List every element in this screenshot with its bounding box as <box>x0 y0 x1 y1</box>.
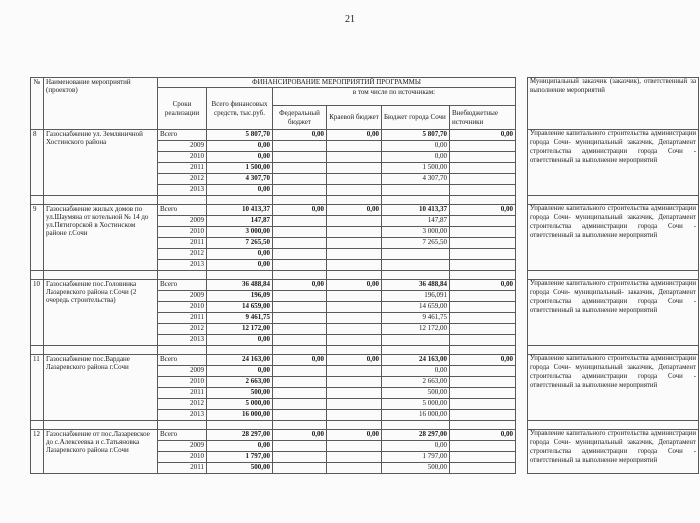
header-funding: ФИНАНСИРОВАНИЕ МЕРОПРИЯТИЙ ПРОГРАММЫ <box>158 78 516 88</box>
project-name: Газоснабжение ул. Земляничной Хостинского района <box>44 130 158 196</box>
header-city: Бюджет города Сочи <box>382 106 450 130</box>
extra-cell: 0,00 <box>450 280 516 291</box>
extra-cell <box>450 452 516 463</box>
federal-cell <box>273 185 327 196</box>
extra-cell <box>450 216 516 227</box>
separator-cell <box>273 196 327 205</box>
separator-cell <box>273 421 327 430</box>
project-number: 8 <box>31 130 44 196</box>
period-cell: 2013 <box>158 260 207 271</box>
total-cell: 36 488,84 <box>207 280 273 291</box>
city-cell: 2 663,00 <box>382 377 450 388</box>
separator-cell <box>528 346 699 355</box>
separator-cell <box>44 196 158 205</box>
separator-cell <box>382 271 450 280</box>
total-cell: 24 163,00 <box>207 355 273 366</box>
header-regional: Краевой бюджет <box>327 106 382 130</box>
city-cell <box>382 335 450 346</box>
total-cell: 5 000,00 <box>207 399 273 410</box>
project-name: Газоснабжение от пос.Лазаревское до с.Алексеевка и с.Татьяновка Лазаревского района г.Сочи <box>44 430 158 474</box>
regional-cell <box>327 260 382 271</box>
total-cell: 0,00 <box>207 152 273 163</box>
city-cell: 0,00 <box>382 141 450 152</box>
separator-cell <box>382 421 450 430</box>
separator-cell <box>44 346 158 355</box>
separator-cell <box>158 271 207 280</box>
separator-cell <box>31 346 44 355</box>
header-no: № <box>31 78 44 130</box>
total-cell: 16 000,00 <box>207 410 273 421</box>
city-cell: 3 000,00 <box>382 227 450 238</box>
extra-cell <box>450 163 516 174</box>
separator-cell <box>327 271 382 280</box>
city-cell: 14 659,00 <box>382 302 450 313</box>
period-cell: 2010 <box>158 377 207 388</box>
header-name: Наименование мероприятий (проектов) <box>44 78 158 130</box>
regional-cell <box>327 410 382 421</box>
regional-cell <box>327 302 382 313</box>
period-cell: 2011 <box>158 163 207 174</box>
header-customer: Муниципальный заказчик (заказчик), ответственный за выполнение мероприятий <box>528 78 699 130</box>
table-row <box>31 280 699 291</box>
separator-cell <box>207 346 273 355</box>
city-cell: 5 000,00 <box>382 399 450 410</box>
federal-cell <box>273 141 327 152</box>
separator-cell <box>327 196 382 205</box>
city-cell: 500,00 <box>382 388 450 399</box>
total-cell: 500,00 <box>207 463 273 474</box>
project-separator <box>31 196 699 205</box>
regional-cell <box>327 249 382 260</box>
extra-cell <box>450 141 516 152</box>
period-cell: Всего <box>158 355 207 366</box>
project-customer: Управление капитального строительства администрации города Сочи- муниципальный заказчик, Департамент строительства администрации города Сочи - ответственный за выполнение мероприятий <box>528 430 699 474</box>
column-gap <box>516 355 528 421</box>
separator-cell <box>516 196 528 205</box>
period-cell: 2011 <box>158 238 207 249</box>
extra-cell <box>450 399 516 410</box>
city-cell: 196,091 <box>382 291 450 302</box>
extra-cell <box>450 441 516 452</box>
federal-cell <box>273 238 327 249</box>
separator-cell <box>382 196 450 205</box>
extra-cell <box>450 388 516 399</box>
period-cell: 2011 <box>158 388 207 399</box>
federal-cell <box>273 377 327 388</box>
city-cell: 24 163,00 <box>382 355 450 366</box>
period-cell: 2009 <box>158 291 207 302</box>
extra-cell <box>450 335 516 346</box>
project-customer: Управление капитального строительства администрации города Сочи- муниципальный заказчик, Департамент строительства администрации города Сочи - ответственный за выполнение мероприятий <box>528 205 699 271</box>
federal-cell <box>273 302 327 313</box>
project-separator <box>31 271 699 280</box>
regional-cell: 0,00 <box>327 430 382 441</box>
separator-cell <box>516 271 528 280</box>
federal-cell <box>273 335 327 346</box>
federal-cell: 0,00 <box>273 355 327 366</box>
period-cell: 2011 <box>158 313 207 324</box>
extra-cell: 0,00 <box>450 430 516 441</box>
regional-cell <box>327 163 382 174</box>
separator-cell <box>528 271 699 280</box>
regional-cell: 0,00 <box>327 205 382 216</box>
federal-cell <box>273 410 327 421</box>
project-number: 9 <box>31 205 44 271</box>
city-cell: 0,00 <box>382 366 450 377</box>
federal-cell <box>273 313 327 324</box>
total-cell: 196,09 <box>207 291 273 302</box>
project-number: 10 <box>31 280 44 346</box>
regional-cell <box>327 313 382 324</box>
regional-cell: 0,00 <box>327 280 382 291</box>
city-cell: 12 172,00 <box>382 324 450 335</box>
federal-cell <box>273 324 327 335</box>
period-cell: Всего <box>158 430 207 441</box>
separator-cell <box>327 346 382 355</box>
table-body <box>31 130 699 474</box>
regional-cell <box>327 388 382 399</box>
city-cell: 36 488,84 <box>382 280 450 291</box>
period-cell: 2012 <box>158 249 207 260</box>
period-cell: 2012 <box>158 324 207 335</box>
federal-cell <box>273 366 327 377</box>
separator-cell <box>450 196 516 205</box>
extra-cell <box>450 313 516 324</box>
federal-cell <box>273 452 327 463</box>
period-cell: 2011 <box>158 463 207 474</box>
separator-cell <box>450 421 516 430</box>
extra-cell: 0,00 <box>450 355 516 366</box>
city-cell: 9 461,75 <box>382 313 450 324</box>
total-cell: 4 307,70 <box>207 174 273 185</box>
project-name: Газоснабжение пос.Головинка Лазаревского района г.Сочи (2 очередь строительства) <box>44 280 158 346</box>
page-number: 21 <box>345 14 355 25</box>
period-cell: 2009 <box>158 366 207 377</box>
table-row <box>31 130 699 141</box>
federal-cell <box>273 260 327 271</box>
extra-cell <box>450 249 516 260</box>
separator-cell <box>273 346 327 355</box>
separator-cell <box>382 346 450 355</box>
period-cell: 2010 <box>158 302 207 313</box>
city-cell: 1 500,00 <box>382 163 450 174</box>
federal-cell: 0,00 <box>273 130 327 141</box>
total-cell: 28 297,00 <box>207 430 273 441</box>
city-cell: 0,00 <box>382 152 450 163</box>
total-cell: 14 659,00 <box>207 302 273 313</box>
separator-cell <box>450 271 516 280</box>
separator-cell <box>450 346 516 355</box>
regional-cell <box>327 324 382 335</box>
period-cell: 2009 <box>158 441 207 452</box>
period-cell: 2010 <box>158 152 207 163</box>
period-cell: Всего <box>158 280 207 291</box>
city-cell <box>382 260 450 271</box>
city-cell <box>382 185 450 196</box>
city-cell: 147,87 <box>382 216 450 227</box>
regional-cell <box>327 463 382 474</box>
header-including: в том числе по источникам: <box>273 88 516 106</box>
federal-cell <box>273 441 327 452</box>
funding-table <box>30 77 699 474</box>
city-cell: 500,00 <box>382 463 450 474</box>
total-cell: 0,00 <box>207 185 273 196</box>
separator-cell <box>327 421 382 430</box>
separator-cell <box>516 421 528 430</box>
regional-cell <box>327 399 382 410</box>
regional-cell: 0,00 <box>327 130 382 141</box>
table-row <box>31 355 699 366</box>
separator-cell <box>31 196 44 205</box>
city-cell: 16 000,00 <box>382 410 450 421</box>
total-cell: 7 265,50 <box>207 238 273 249</box>
separator-cell <box>207 421 273 430</box>
period-cell: 2013 <box>158 185 207 196</box>
header-gap <box>516 78 528 130</box>
project-separator <box>31 346 699 355</box>
federal-cell <box>273 216 327 227</box>
separator-cell <box>158 421 207 430</box>
federal-cell <box>273 163 327 174</box>
city-cell: 0,00 <box>382 441 450 452</box>
header-total: Всего финансовых средств, тыс.руб. <box>207 88 273 130</box>
regional-cell <box>327 227 382 238</box>
extra-cell <box>450 324 516 335</box>
extra-cell <box>450 377 516 388</box>
total-cell: 2 663,00 <box>207 377 273 388</box>
total-cell: 1 797,00 <box>207 452 273 463</box>
project-name: Газоснабжение пос.Вардане Лазаревского района г.Сочи <box>44 355 158 421</box>
total-cell: 500,00 <box>207 388 273 399</box>
project-name: Газоснабжение жилых домов по ул.Шаумяна от котельной № 14 до ул.Пятигорской в Хостинском районе г.Сочи <box>44 205 158 271</box>
extra-cell <box>450 174 516 185</box>
project-number: 12 <box>31 430 44 474</box>
extra-cell <box>450 260 516 271</box>
separator-cell <box>207 271 273 280</box>
city-cell: 7 265,50 <box>382 238 450 249</box>
regional-cell <box>327 141 382 152</box>
regional-cell: 0,00 <box>327 355 382 366</box>
total-cell: 3 000,00 <box>207 227 273 238</box>
city-cell <box>382 249 450 260</box>
federal-cell <box>273 174 327 185</box>
federal-cell <box>273 227 327 238</box>
project-customer: Управление капитального строительства администрации города Сочи- муниципальный- заказчик, Департамент строительства администрации города Сочи - ответственный за выполнение мероприятий <box>528 280 699 346</box>
project-separator <box>31 421 699 430</box>
separator-cell <box>158 196 207 205</box>
total-cell: 0,00 <box>207 249 273 260</box>
federal-cell: 0,00 <box>273 205 327 216</box>
period-cell: 2013 <box>158 410 207 421</box>
federal-cell <box>273 399 327 410</box>
city-cell: 10 413,37 <box>382 205 450 216</box>
period-cell: 2010 <box>158 227 207 238</box>
separator-cell <box>273 271 327 280</box>
period-cell: Всего <box>158 130 207 141</box>
separator-cell <box>516 346 528 355</box>
table-row <box>31 205 699 216</box>
regional-cell <box>327 366 382 377</box>
regional-cell <box>327 377 382 388</box>
period-cell: 2010 <box>158 452 207 463</box>
regional-cell <box>327 452 382 463</box>
total-cell: 0,00 <box>207 366 273 377</box>
separator-cell <box>207 196 273 205</box>
extra-cell: 0,00 <box>450 205 516 216</box>
project-customer: Управление капитального строительства администрации города Сочи- муниципальный заказчик, Департамент строительства администрации города Сочи - ответственный за выполнение мероприятий <box>528 130 699 196</box>
separator-cell <box>31 271 44 280</box>
total-cell: 12 172,00 <box>207 324 273 335</box>
federal-cell <box>273 152 327 163</box>
extra-cell: 0,00 <box>450 130 516 141</box>
extra-cell <box>450 410 516 421</box>
column-gap <box>516 280 528 346</box>
separator-cell <box>44 421 158 430</box>
regional-cell <box>327 335 382 346</box>
extra-cell <box>450 185 516 196</box>
header-federal: Федеральный бюджет <box>273 106 327 130</box>
federal-cell <box>273 388 327 399</box>
separator-cell <box>31 421 44 430</box>
total-cell: 0,00 <box>207 260 273 271</box>
regional-cell <box>327 152 382 163</box>
regional-cell <box>327 216 382 227</box>
regional-cell <box>327 291 382 302</box>
column-gap <box>516 205 528 271</box>
period-cell: 2012 <box>158 399 207 410</box>
city-cell: 28 297,00 <box>382 430 450 441</box>
header-terms: Сроки реализации <box>158 88 207 130</box>
regional-cell <box>327 238 382 249</box>
project-customer: Управление капитального строительства администрации города Сочи- муниципальный заказчик, Департамент строительства администрации города Сочи - ответственный за выполнение мероприятий <box>528 355 699 421</box>
total-cell: 1 500,00 <box>207 163 273 174</box>
separator-cell <box>44 271 158 280</box>
federal-cell <box>273 249 327 260</box>
regional-cell <box>327 185 382 196</box>
total-cell: 5 807,70 <box>207 130 273 141</box>
separator-cell <box>528 196 699 205</box>
header-extra: Внебюджетные источники <box>450 106 516 130</box>
city-cell: 1 797,00 <box>382 452 450 463</box>
period-cell: 2013 <box>158 335 207 346</box>
total-cell: 0,00 <box>207 441 273 452</box>
period-cell: Всего <box>158 205 207 216</box>
table-row <box>31 430 699 441</box>
federal-cell <box>273 463 327 474</box>
period-cell: 2009 <box>158 141 207 152</box>
extra-cell <box>450 291 516 302</box>
extra-cell <box>450 302 516 313</box>
total-cell: 10 413,37 <box>207 205 273 216</box>
extra-cell <box>450 463 516 474</box>
period-cell: 2009 <box>158 216 207 227</box>
project-number: 11 <box>31 355 44 421</box>
extra-cell <box>450 227 516 238</box>
regional-cell <box>327 174 382 185</box>
federal-cell: 0,00 <box>273 430 327 441</box>
city-cell: 5 807,70 <box>382 130 450 141</box>
total-cell: 147,87 <box>207 216 273 227</box>
regional-cell <box>327 441 382 452</box>
extra-cell <box>450 366 516 377</box>
separator-cell <box>528 421 699 430</box>
total-cell: 9 461,75 <box>207 313 273 324</box>
separator-cell <box>158 346 207 355</box>
column-gap <box>516 130 528 196</box>
column-gap <box>516 430 528 474</box>
federal-cell: 0,00 <box>273 280 327 291</box>
extra-cell <box>450 152 516 163</box>
total-cell: 0,00 <box>207 141 273 152</box>
total-cell: 0,00 <box>207 335 273 346</box>
period-cell: 2012 <box>158 174 207 185</box>
city-cell: 4 307,70 <box>382 174 450 185</box>
extra-cell <box>450 238 516 249</box>
federal-cell <box>273 291 327 302</box>
